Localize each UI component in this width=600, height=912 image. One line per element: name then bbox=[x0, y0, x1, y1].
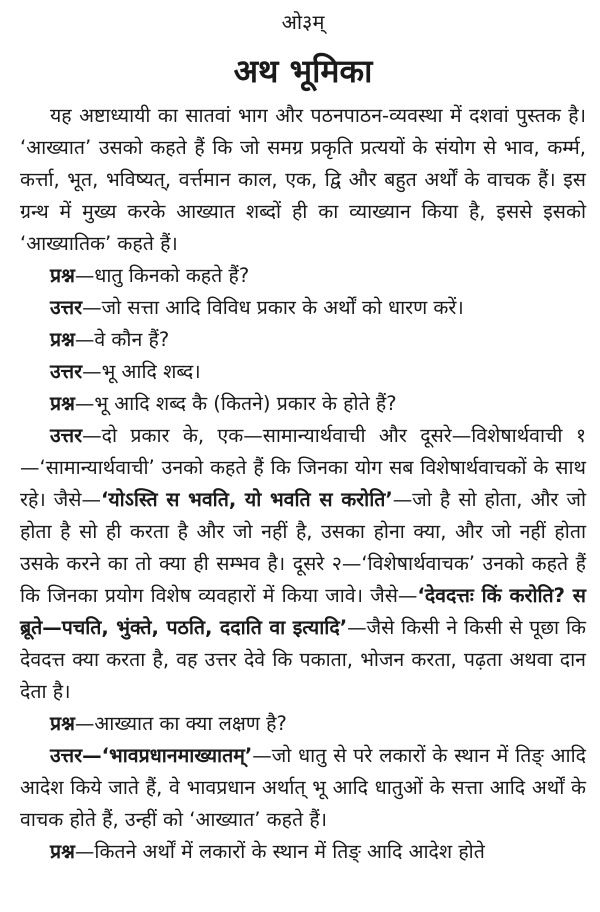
question-label: प्रश्न bbox=[50, 712, 75, 735]
question-5 bbox=[20, 836, 586, 868]
question-label: प्रश्न bbox=[50, 264, 75, 287]
answer-text: —जो सत्ता आदि विविध प्रकार के अर्थों को धारण करें। bbox=[82, 296, 464, 319]
answer-label: उत्तर bbox=[50, 296, 83, 319]
question-text: —धातु किनको कहते हैं? bbox=[74, 264, 250, 287]
answer-label: उत्तर bbox=[50, 424, 83, 447]
question-label: प्रश्न bbox=[50, 328, 75, 351]
question-3 bbox=[20, 388, 586, 420]
answer-text: —भू आदि शब्द। bbox=[82, 360, 201, 383]
question-4 bbox=[20, 708, 586, 740]
om-heading: ओ३म् bbox=[281, 10, 325, 34]
answer-text: —जो धातु से परे लकारों के स्थान में तिङ् आदि आदेश किये जाते हैं, वे भावप्रधान अर्थात् भू आदि धातुओं के सत्ता आदि अर्थों के वाचक होते हैं, उन्हीं को ‘आख्यात’ कहते हैं। bbox=[20, 744, 586, 831]
definition-quote: —‘भावप्रधानमाख्यातम्’ bbox=[82, 744, 253, 767]
example-quote-2: ‘देवदत्तः किं करोति? स ब्रूते—पचति, भुंक्ते, पठति, ददाति वा इत्यादि’ bbox=[20, 584, 586, 639]
answer-text-part-2: —जो है सो होता, और जो होता है सो ही करता है और जो नहीं है, उसका होना क्या, और जो नहीं होता उसके करने का तो क्या ही सम्भव है। दूसरे २—‘विशेषार्थवाचक’ उनको कहते हैं कि जिनका प्रयोग विशेष व्यवहारों में किया जावे। जैसे— bbox=[20, 488, 587, 607]
question-text: —कितने अर्थों में लकारों के स्थान में तिङ् आदि आदेश होते bbox=[74, 840, 485, 863]
answer-text-part-3: —जैसे किसी ने किसी से पूछा कि देवदत्त क्या करता है, वह उत्तर देवे कि पकाता, भोजन करता, पढ़ता अथवा दान देता है। bbox=[20, 616, 586, 703]
page-body bbox=[20, 100, 586, 868]
example-quote-1: ‘योऽस्ति स भवति, यो भवति स करोति’ bbox=[100, 488, 393, 511]
answer-label: उत्तर bbox=[50, 744, 83, 767]
question-label: प्रश्न bbox=[50, 840, 75, 863]
question-1 bbox=[20, 260, 586, 292]
answer-2 bbox=[20, 356, 586, 388]
question-text: —आख्यात का क्या लक्षण है? bbox=[74, 712, 287, 735]
intro-paragraph: यह अष्टाध्यायी का सातवां भाग और पठनपाठन-व्यवस्था में दशवां पुस्तक है। ‘आख्यात’ उसको कहते हैं कि जो समग्र प्रकृति प्रत्ययों के संयोग से भाव, कर्म्म, कर्त्ता, भूत, भविष्यत्, वर्त्तमान काल, एक, द्वि और बहुत अर्थों के वाचक हैं। इस ग्रन्थ में मुख्य करके आख्यात शब्दों ही का व्याख्यान किया है, इससे इसको ‘आख्यातिक’ कहते हैं। bbox=[20, 104, 586, 255]
question-text: —वे कौन हैं? bbox=[74, 328, 170, 351]
answer-4 bbox=[20, 740, 586, 836]
question-label: प्रश्न bbox=[50, 392, 75, 415]
question-text: —भू आदि शब्द कै (कितने) प्रकार के होते हैं? bbox=[74, 392, 397, 415]
answer-label: उत्तर bbox=[50, 360, 83, 383]
answer-1 bbox=[20, 292, 586, 324]
page-title: अथ भूमिका bbox=[233, 52, 373, 90]
answer-types-paragraph bbox=[20, 420, 586, 708]
question-2 bbox=[20, 324, 586, 356]
answer-text-part-1: —दो प्रकार के, एक—सामान्यार्थवाची और दूसरे—विशेषार्थवाची १—‘सामान्यार्थवाची’ उनको कहते हैं कि जिनका योग सब विशेषार्थवाचकों के साथ रहे। जैसे— bbox=[20, 424, 586, 511]
